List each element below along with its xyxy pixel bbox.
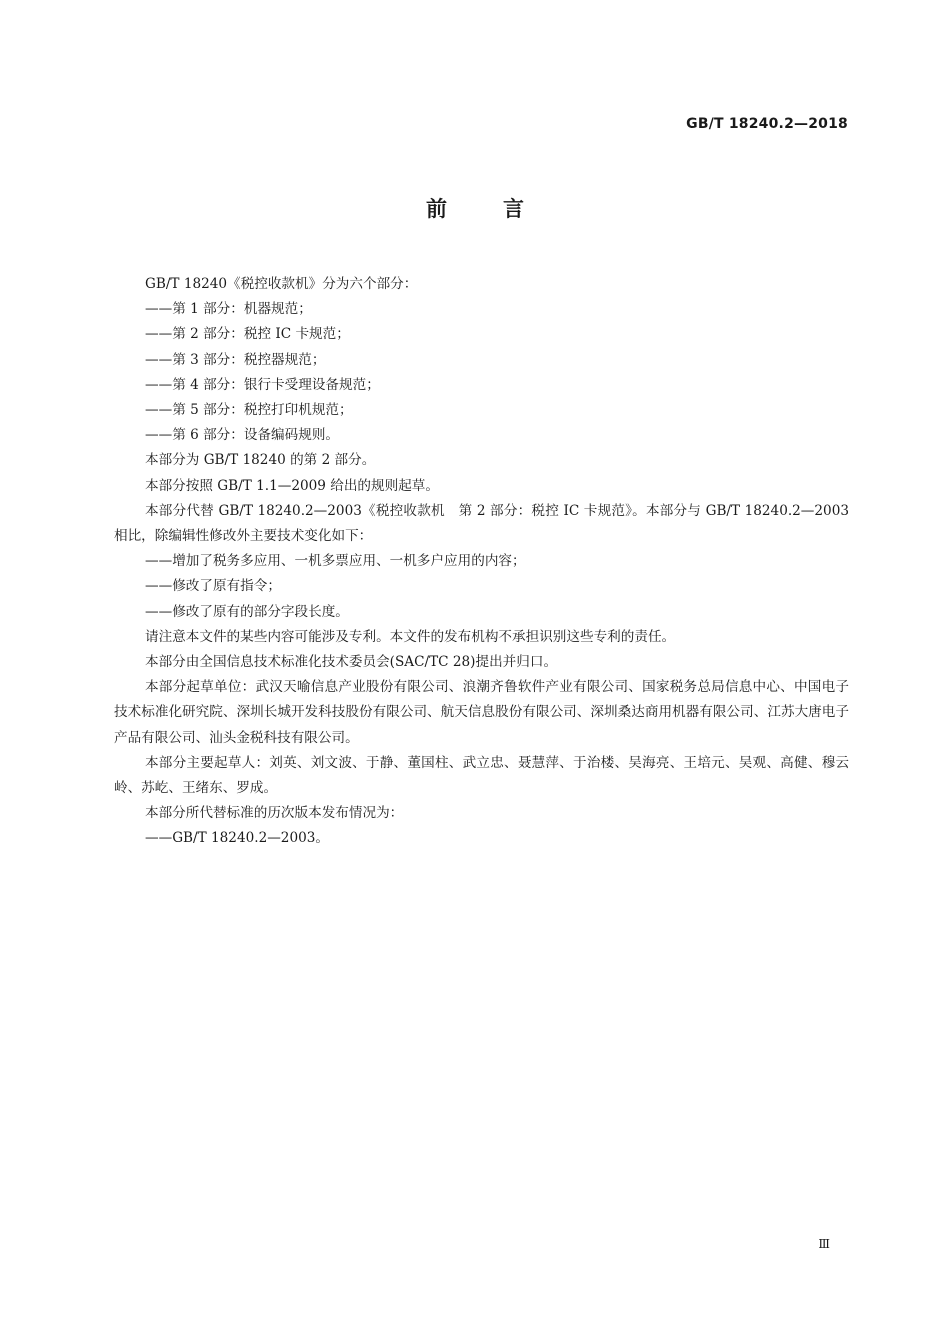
list-item: ——第 2 部分：税控 IC 卡规范； (145, 326, 350, 343)
list-item: ——增加了税务多应用、一机多票应用、一机多户应用的内容； (145, 553, 526, 570)
paragraph: 本部分代替 GB/T 18240.2—2003《税控收款机 第 2 部分：税控 IC 卡规范》。本部分与 GB/T 18240.2—2003 相比，除编辑性修改外主要技术变化如下： (114, 502, 849, 545)
list-item: ——第 5 部分：税控打印机规范； (145, 402, 353, 419)
list-item: ——GB/T 18240.2—2003。 (145, 830, 330, 847)
document-code: GB/T 18240.2—2018 (686, 116, 848, 132)
list-item: ——修改了原有指令； (145, 578, 281, 595)
paragraph: 本部分所代替标准的历次版本发布情况为： (145, 805, 404, 822)
page-title: 前言 (426, 197, 580, 221)
page-number: Ⅲ (818, 1237, 830, 1251)
paragraph: 本部分主要起草人：刘英、刘文波、于静、董国柱、武立忠、聂慧萍、于治楼、吴海亮、王培元、吴观、高健、穆云岭、苏屹、王绪东、罗成。 (114, 754, 849, 797)
list-item: ——第 3 部分：税控器规范； (145, 351, 326, 368)
list-item: ——第 4 部分：银行卡受理设备规范； (145, 376, 380, 393)
list-item: ——修改了原有的部分字段长度。 (145, 603, 349, 620)
paragraph: 本部分起草单位：武汉天喻信息产业股份有限公司、浪潮齐鲁软件产业有限公司、国家税务总局信息中心、中国电子技术标准化研究院、深圳长城开发科技股份有限公司、航天信息股份有限公司、深圳桑达商用机器有限公司、江苏大唐电子产品有限公司、汕头金税科技有限公司。 (114, 679, 849, 746)
paragraph: 本部分由全国信息技术标准化技术委员会(SAC/TC 28)提出并归口。 (145, 654, 558, 671)
paragraph: 本部分为 GB/T 18240 的第 2 部分。 (145, 452, 376, 469)
paragraph: GB/T 18240《税控收款机》分为六个部分： (145, 276, 418, 292)
list-item: ——第 6 部分：设备编码规则。 (145, 427, 340, 444)
foreword-body (114, 272, 849, 852)
paragraph: 请注意本文件的某些内容可能涉及专利。本文件的发布机构不承担识别这些专利的责任。 (145, 628, 676, 645)
paragraph: 本部分按照 GB/T 1.1—2009 给出的规则起草。 (145, 477, 439, 494)
list-item: ——第 1 部分：机器规范； (145, 301, 312, 318)
